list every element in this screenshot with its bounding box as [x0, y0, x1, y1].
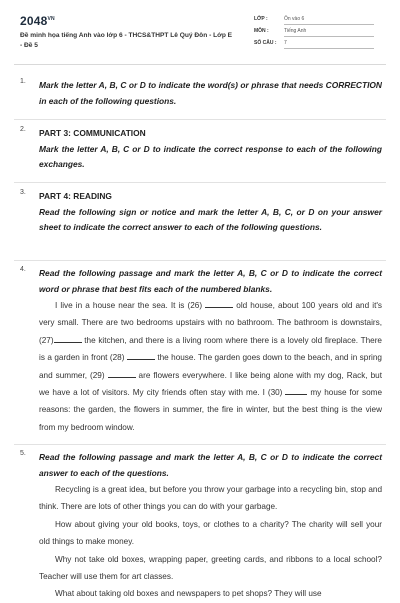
question-5 [20, 450, 382, 603]
question-divider [14, 182, 386, 183]
passage-paragraph: Why not take old boxes, wrapping paper, greeting cards, and ribbons to a local school? Teacher will use them for art classes. [39, 554, 382, 582]
passage-text: old house, about 100 years old and it's very small. There are two bedrooms upstairs with no bathroom. The bathroom is downstairs, (27) [39, 301, 382, 345]
question-3 [20, 189, 382, 236]
question-divider [14, 260, 386, 261]
meta-class-row [254, 16, 384, 28]
site-logo[interactable] [20, 14, 55, 28]
meta-count-row [254, 40, 384, 52]
question-number: 1. [20, 78, 26, 85]
question-instruction: Mark the letter A, B, C or D to indicate the word(s) or phrase that needs CORRECTION in each of the following questions. [39, 80, 382, 106]
passage-text: the kitchen, and there is a living room where there is a lovely old fireplace. There is a garden in front (28) [39, 335, 382, 363]
blank-30 [285, 387, 307, 395]
meta-class-label: LỚP : [254, 16, 268, 22]
header-divider [14, 64, 386, 65]
question-instruction: Read the following passage and mark the letter A, B, C or D to indicate the correct answer to each of the questions. [39, 452, 382, 478]
part-heading: PART 3: COMMUNICATION [39, 128, 146, 138]
question-instruction: Mark the letter A, B, C or D to indicate the correct response to each of the following exchanges. [39, 143, 382, 169]
question-instruction: Read the following sign or notice and mark the letter A, B, C, or D on your answer sheet to indicate the correct answer to each of the following questions. [39, 206, 382, 232]
passage-text: are flowers everywhere. I like being alone with my dog, Rack, but we have a lot of visitors. My city friends often stay with me. I (30) [39, 370, 383, 398]
meta-class-value: Ôn vào 6 [284, 16, 374, 25]
meta-subject-label: MÔN : [254, 28, 269, 34]
part-heading: PART 4: READING [39, 191, 112, 201]
blank-28 [127, 352, 155, 360]
question-divider [14, 119, 386, 120]
blank-27 [54, 335, 82, 343]
passage-text: I live in a house near the sea. It is (26) [55, 301, 203, 310]
reading-passage [39, 297, 382, 436]
page-header [0, 0, 400, 62]
meta-count-value: 7 [284, 40, 374, 49]
meta-subject-value: Tiếng Anh [284, 28, 374, 37]
question-number: 5. [20, 450, 26, 457]
passage-paragraph: What about taking old boxes and newspapers to pet shops? They will use [55, 589, 322, 599]
question-1 [20, 78, 382, 109]
passage-text: the house. The garden goes down to the beach, and in spring and summer, (29) [39, 353, 382, 380]
question-number: 2. [20, 126, 26, 133]
meta-subject-row [254, 28, 384, 40]
question-number: 3. [20, 189, 26, 196]
question-divider [14, 444, 386, 445]
question-number: 4. [20, 266, 26, 273]
document-title: Đề minh họa tiếng Anh vào lớp 6 - THCS&THPT Lê Quý Đôn - Lớp E - Đề 5 [20, 32, 233, 49]
logo-suffix: VN [47, 16, 55, 22]
meta-box [254, 16, 384, 52]
question-2 [20, 126, 382, 173]
passage-paragraph: Recycling is a great idea, but before you throw your garbage into a recycling bin, stop and think. There are lots of other things you can do with your garbage. [39, 485, 382, 512]
blank-29 [108, 370, 136, 378]
meta-count-label: SỐ CÂU : [254, 40, 277, 46]
question-instruction: Read the following passage and mark the letter A, B, C or D to indicate the correct word or phrase that best fits each of the numbered blanks. [39, 268, 382, 294]
passage-text: my house for some reasons: the garden, the flowers in summer, the fire in winter, but the best thing is the view from my bedroom window. [39, 388, 383, 432]
passage-paragraph: How about giving your old books, toys, or clothes to a charity? The charity will sell your old things to make money. [39, 519, 382, 547]
question-4 [20, 266, 382, 436]
blank-26 [205, 300, 233, 308]
logo-text: 2048 [20, 14, 48, 28]
